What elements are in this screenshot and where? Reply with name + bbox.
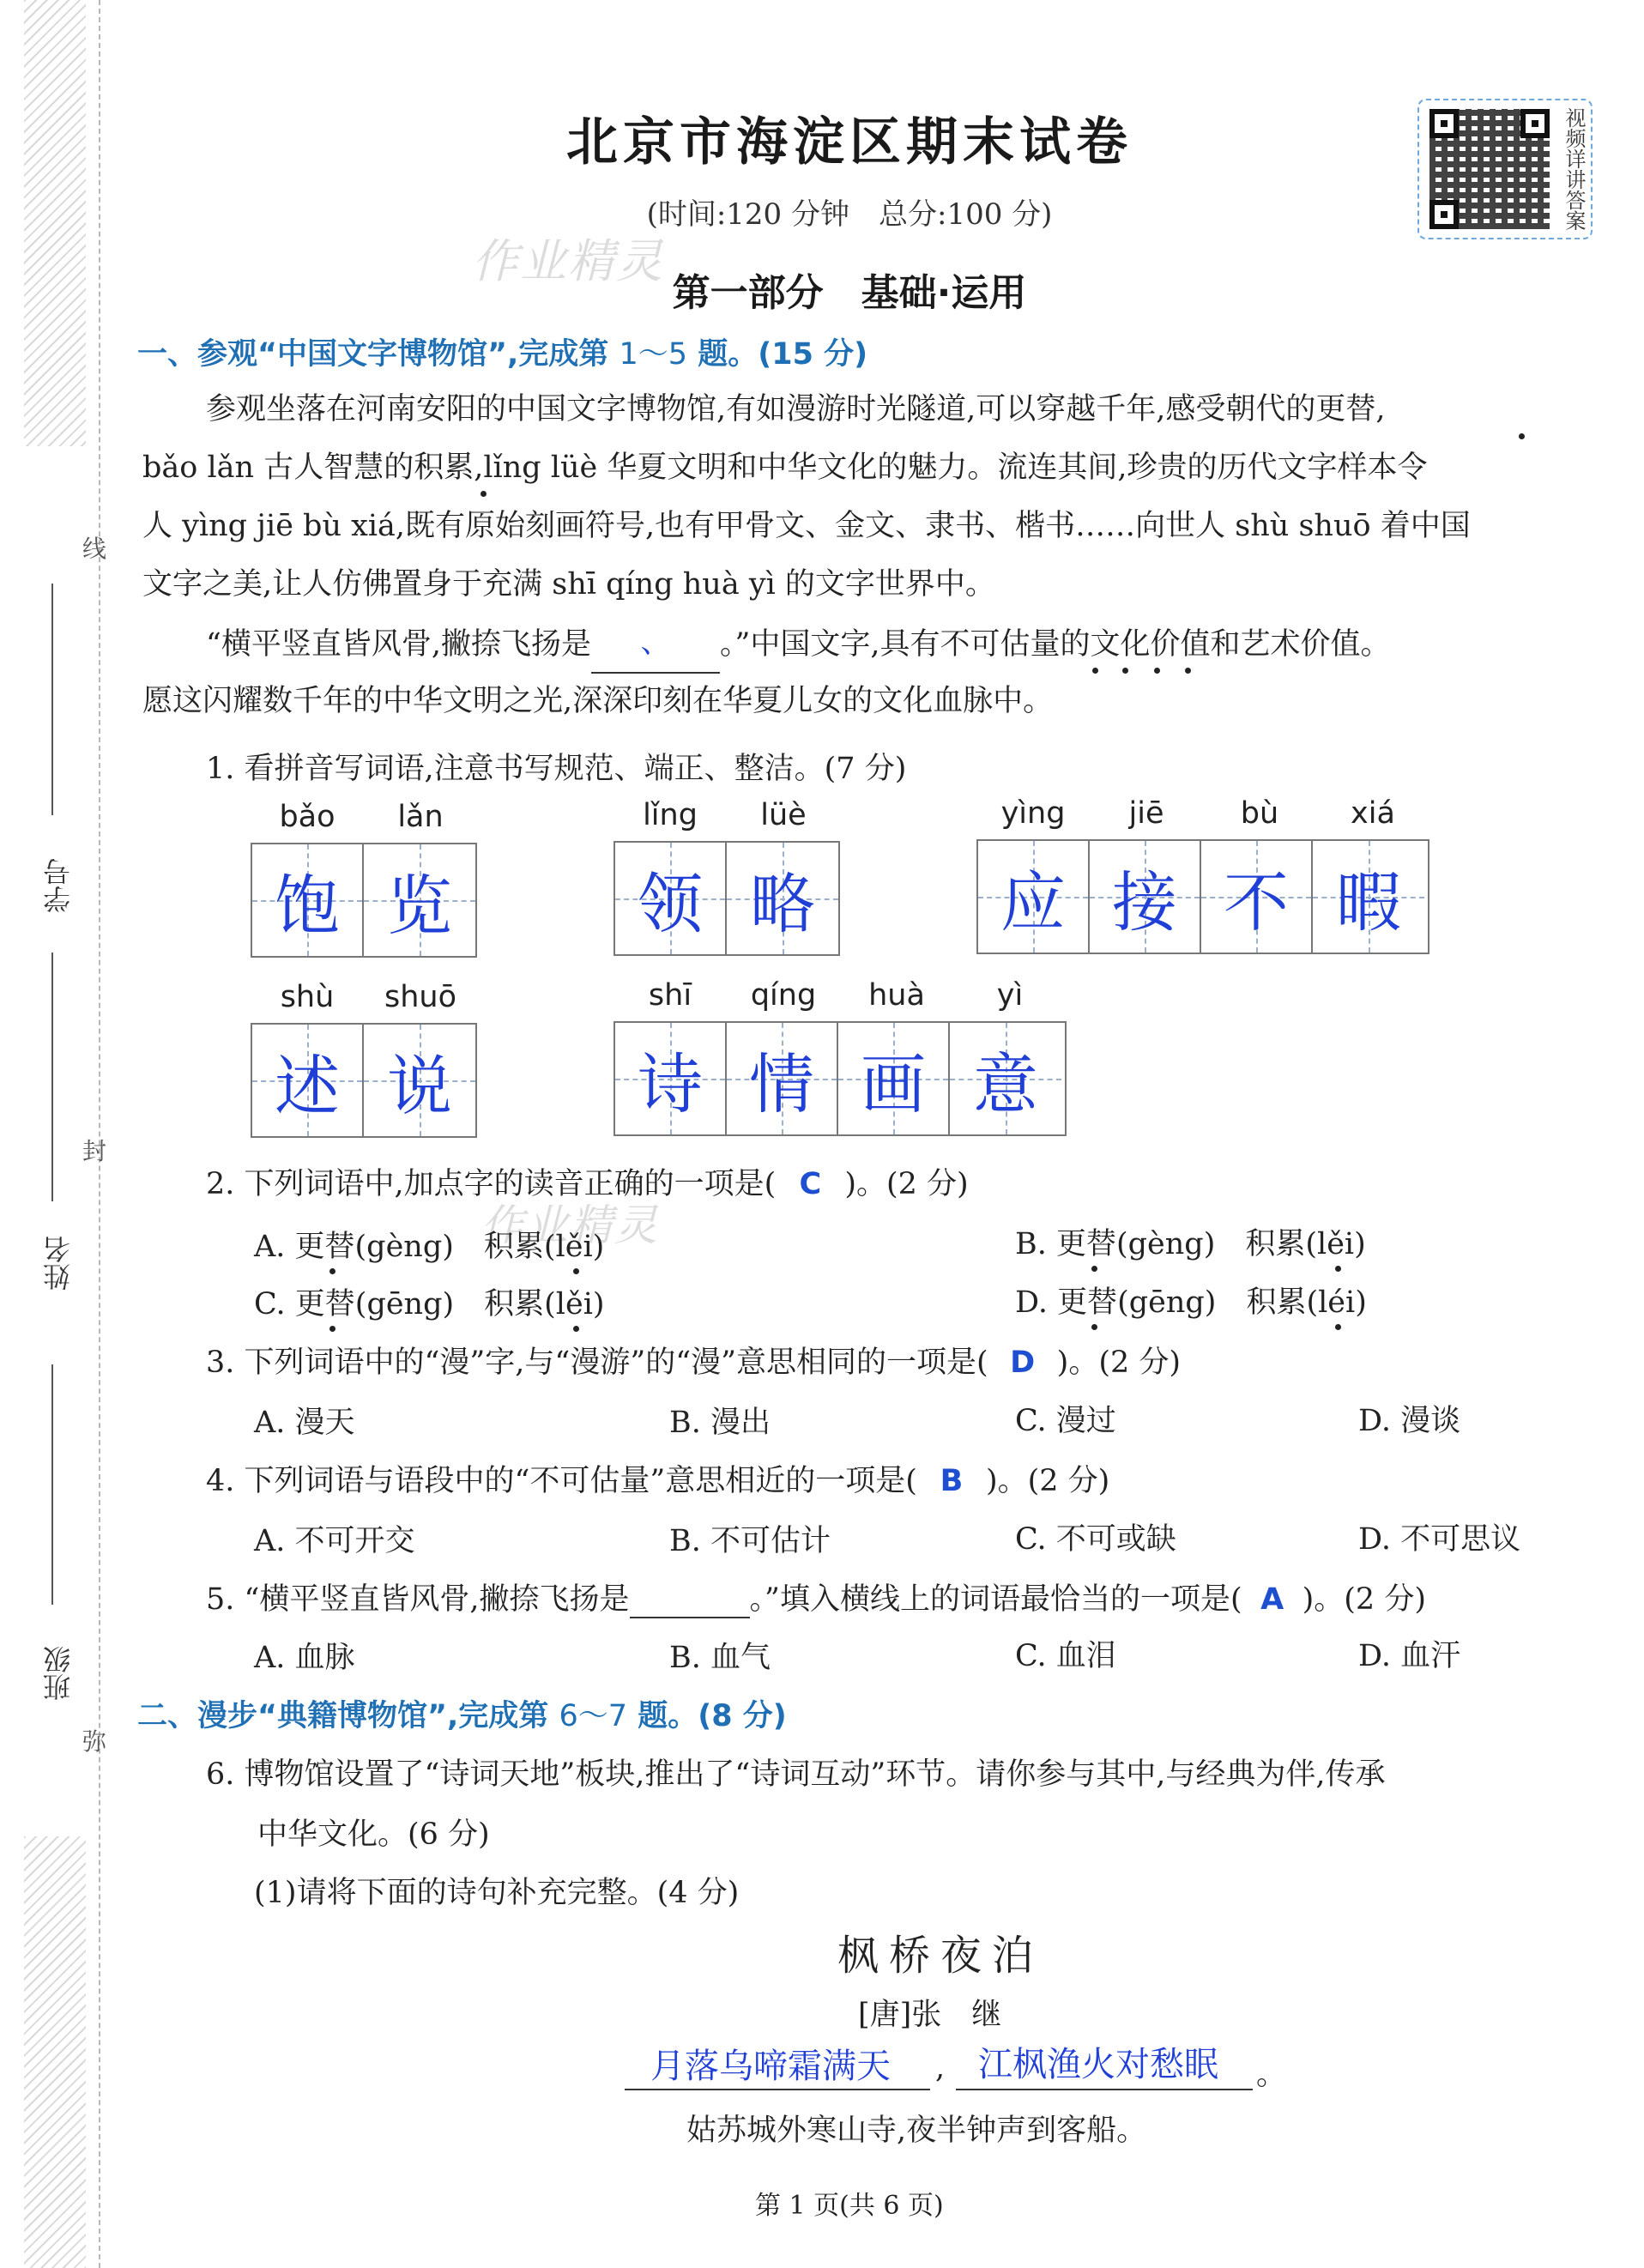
q3-stem <box>206 1339 1181 1382</box>
exam-title: 北京市海淀区期末试卷 <box>566 112 1133 172</box>
answer-cell[interactable] <box>950 1023 1061 1134</box>
page-number: 第 1 页(共 6 页) <box>755 2191 944 2221</box>
pinyin: huà <box>868 978 925 1013</box>
q1-answer-boxes-3 <box>976 839 1429 954</box>
pinyin: bǎo <box>279 800 335 834</box>
margin-char-line: 线 <box>82 535 107 563</box>
q5-stem-pre: 5. “横平竖直皆风骨,撇捺飞扬是 <box>206 1582 630 1617</box>
margin-label-banji: 班级 <box>42 1646 75 1701</box>
poem-answer-2-underline <box>956 2089 1253 2090</box>
pinyin: lǐng <box>643 798 698 832</box>
poem-title: 枫桥夜泊 <box>837 1932 1044 1980</box>
q2-answer[interactable]: C <box>799 1167 822 1201</box>
q4-option-b[interactable]: B. 不可估计 <box>669 1524 831 1558</box>
pinyin: bù <box>1240 796 1279 831</box>
q1-answer-boxes-2 <box>613 841 840 956</box>
q4-stem-post: )。(2 分) <box>985 1464 1110 1498</box>
q4-option-d[interactable]: D. 不可思议 <box>1358 1522 1521 1557</box>
q1-answer-boxes-4 <box>251 1023 477 1138</box>
passage-line-6: 愿这闪耀数千年的中华文明之光,深深印刻在华夏儿女的文化血脉中。 <box>142 684 1054 718</box>
margin-line-xingming <box>51 953 53 1201</box>
answer-cell[interactable] <box>1090 841 1201 953</box>
q1-group-linglue <box>613 798 840 956</box>
section1-heading-suffix: 题。(15 分) <box>687 337 868 372</box>
emphasis-dot-bu <box>1092 668 1098 674</box>
qr-corner-bl <box>1429 200 1459 229</box>
poem-period: 。 <box>1256 2058 1287 2092</box>
section2-heading-range: 6～7 <box>559 1699 628 1733</box>
passage-line-4: 文字之美,让人仿佛置身于充满 shī qíng huà yì 的文字世界中。 <box>142 567 995 602</box>
q2-stem-pre: 2. 下列词语中,加点字的读音正确的一项是( <box>206 1167 777 1201</box>
q2-option-a[interactable]: A. 更替(gèng) 积累(lěi) <box>254 1230 605 1264</box>
q1-pinyin-row-2 <box>613 798 840 832</box>
answer-cell[interactable] <box>364 844 475 956</box>
emphasis-dot-d-geng <box>1091 1324 1097 1330</box>
part-title: 第一部分 基础·运用 <box>672 271 1027 315</box>
answer-cell[interactable] <box>978 841 1090 953</box>
passage-quote-start: “横平竖直皆风骨,撇捺飞扬是 <box>206 627 592 662</box>
q4-stem <box>206 1457 1109 1500</box>
pinyin: qíng <box>750 978 817 1013</box>
q3-stem-post: )。(2 分) <box>1056 1346 1182 1380</box>
section2-heading-prefix: 二、漫步“典籍博物馆”,完成第 <box>137 1699 559 1733</box>
emphasis-dot-d-lei <box>1335 1324 1341 1330</box>
q3-option-c[interactable]: C. 漫过 <box>1015 1404 1116 1438</box>
answer-char: 略 <box>750 865 815 942</box>
answer-cell[interactable] <box>615 843 727 954</box>
q3-option-a[interactable]: A. 漫天 <box>254 1406 355 1440</box>
emphasis-dot-a-lei <box>573 1268 579 1274</box>
answer-char: 接 <box>1112 863 1177 940</box>
answer-char: 情 <box>749 1045 814 1122</box>
section1-heading <box>137 330 867 373</box>
q5-stem-mid: 。”填入横线上的词语最恰当的一项是( <box>749 1582 1242 1617</box>
q4-answer[interactable]: B <box>940 1464 964 1498</box>
q2-stem-post: )。(2 分) <box>844 1167 969 1201</box>
q5-option-a[interactable]: A. 血脉 <box>254 1641 355 1675</box>
margin-line-banji <box>51 1364 53 1605</box>
emphasis-dot-c-lei <box>573 1326 579 1332</box>
margin-label-xuehao: 学号 <box>42 858 75 913</box>
q3-stem-pre: 3. 下列词语中的“漫”字,与“漫游”的“漫”意思相同的一项是( <box>206 1346 988 1380</box>
q1-group-baolan <box>251 800 477 958</box>
margin-hatch-bottom <box>24 1836 86 2268</box>
answer-char: 诗 <box>638 1045 703 1122</box>
poem-author: [唐]张 继 <box>858 1998 1002 2032</box>
watermark-top: 作业精灵 <box>472 234 664 288</box>
emphasis-dot-geng <box>1519 433 1525 439</box>
q5-option-b[interactable]: B. 血气 <box>669 1641 771 1675</box>
q6-sub1: (1)请将下面的诗句补充完整。(4 分) <box>254 1876 740 1910</box>
q4-option-c[interactable]: C. 不可或缺 <box>1015 1522 1176 1557</box>
answer-char: 不 <box>1224 863 1289 940</box>
answer-cell[interactable] <box>615 1023 727 1134</box>
passage-line-2: bǎo lǎn 古人智慧的积累,lǐng lüè 华夏文明和中华文化的魅力。流连其间,珍贵的历代文字样本令 <box>142 451 1428 485</box>
q5-option-d[interactable]: D. 血汗 <box>1358 1639 1461 1673</box>
answer-cell[interactable] <box>1313 841 1424 953</box>
q1-pinyin-row-5 <box>613 978 1067 1013</box>
section2-heading-suffix: 题。(8 分) <box>627 1699 787 1733</box>
q6-stem-line-2: 中华文化。(6 分) <box>257 1817 490 1852</box>
q1-pinyin-row-1 <box>251 800 477 834</box>
qr-label: 视频详讲答案 <box>1562 107 1586 231</box>
qr-corner-tr <box>1520 109 1550 138</box>
answer-char: 意 <box>973 1045 1038 1122</box>
q5-blank <box>630 1582 750 1618</box>
answer-cell[interactable] <box>252 1025 364 1136</box>
q1-stem: 1. 看拼音写词语,注意书写规范、端正、整洁。(7 分) <box>206 752 907 786</box>
q5-stem <box>206 1576 1426 1618</box>
q1-group-shushuo <box>251 980 477 1138</box>
answer-cell[interactable] <box>364 1025 475 1136</box>
pinyin: shuō <box>384 980 456 1014</box>
answer-char: 领 <box>638 865 703 942</box>
q2-option-c[interactable]: C. 更替(gēng) 积累(lěi) <box>254 1287 605 1321</box>
qr-corner-tl <box>1429 109 1459 138</box>
margin-line-xuehao <box>51 584 53 815</box>
exam-subtitle: (时间:120 分钟 总分:100 分) <box>646 197 1053 232</box>
section2-heading <box>137 1692 787 1735</box>
passage-blank-mark: 、 <box>640 626 671 660</box>
passage-blank <box>591 614 720 674</box>
margin-char-seal2: 弥 <box>82 1727 107 1756</box>
pinyin: lǎn <box>397 800 444 834</box>
margin-hatch-top <box>24 0 86 446</box>
poem-answer-1-underline <box>625 2089 930 2090</box>
q1-group-shiqinghuayi <box>613 978 1067 1136</box>
emphasis-dot-ke <box>1122 668 1128 674</box>
pinyin: yì <box>996 978 1024 1013</box>
emphasis-dot-gu <box>1154 668 1160 674</box>
passage-line-1: 参观坐落在河南安阳的中国文字博物馆,有如漫游时光隧道,可以穿越千年,感受朝代的更替, <box>206 392 1386 426</box>
answer-char: 览 <box>387 867 452 944</box>
poem-comma: , <box>935 2051 946 2085</box>
emphasis-dot-a-geng <box>329 1268 335 1274</box>
answer-char: 述 <box>275 1047 340 1124</box>
q1-answer-boxes-1 <box>251 843 477 958</box>
answer-char: 应 <box>1000 863 1066 940</box>
q3-option-d[interactable]: D. 漫谈 <box>1358 1404 1461 1438</box>
q1-answer-boxes-5 <box>613 1021 1067 1136</box>
q2-option-d[interactable]: D. 更替(gēng) 积累(léi) <box>1015 1285 1367 1320</box>
q5-answer[interactable]: A <box>1260 1582 1284 1617</box>
emphasis-dot-b-lei <box>1335 1266 1341 1272</box>
pinyin: xiá <box>1351 796 1395 831</box>
passage-line-5 <box>206 614 1391 674</box>
passage-line-3: 人 yìng jiē bù xiá,既有原始刻画符号,也有甲骨文、金文、隶书、楷书……向世人 shù shuō 着中国 <box>142 509 1471 543</box>
poem-answer-line <box>625 2039 1287 2094</box>
emphasis-dot-c-geng <box>329 1326 335 1332</box>
section1-heading-prefix: 一、参观“中国文字博物馆”,完成第 <box>137 337 620 372</box>
answer-cell[interactable] <box>838 1023 950 1134</box>
pinyin: yìng <box>1000 796 1066 831</box>
q5-stem-post: )。(2 分) <box>1302 1582 1426 1617</box>
q2-option-b[interactable]: B. 更替(gèng) 积累(lěi) <box>1015 1227 1366 1261</box>
answer-char: 说 <box>387 1047 452 1124</box>
pinyin: lüè <box>760 798 807 832</box>
poem-line-2: 姑苏城外寒山寺,夜半钟声到客船。 <box>686 2114 1147 2148</box>
q6-stem-line-1: 6. 博物馆设置了“诗词天地”板块,推出了“诗词互动”环节。请你参与其中,与经典为伴,传承 <box>206 1757 1386 1792</box>
margin-label-xingming: 姓名 <box>42 1236 75 1291</box>
pinyin: shī <box>648 978 692 1013</box>
section1-heading-range: 1～5 <box>619 337 688 372</box>
emphasis-dot-lei <box>481 491 487 497</box>
q4-option-a[interactable]: A. 不可开交 <box>254 1524 415 1558</box>
answer-cell[interactable] <box>727 843 838 954</box>
answer-char: 饱 <box>275 867 340 944</box>
q4-stem-pre: 4. 下列词语与语段中的“不可估量”意思相近的一项是( <box>206 1464 917 1498</box>
poem-answer-1[interactable]: 月落乌啼霜满天 <box>650 2047 891 2086</box>
answer-cell[interactable] <box>1201 841 1313 953</box>
answer-cell[interactable] <box>727 1023 838 1134</box>
qr-code[interactable] <box>1417 99 1593 239</box>
pinyin: shù <box>280 980 335 1014</box>
q3-option-b[interactable]: B. 漫出 <box>669 1406 771 1440</box>
emphasis-dot-b-geng <box>1091 1266 1097 1272</box>
answer-cell[interactable] <box>252 844 364 956</box>
q1-pinyin-row-3 <box>976 796 1429 831</box>
q1-pinyin-row-4 <box>251 980 477 1014</box>
emphasis-dot-liang <box>1185 668 1191 674</box>
q1-group-yingjiebuxia <box>976 796 1429 954</box>
q5-option-c[interactable]: C. 血泪 <box>1015 1639 1116 1673</box>
margin-char-seal: 封 <box>82 1137 107 1165</box>
answer-char: 暇 <box>1336 863 1401 940</box>
pinyin: jiē <box>1128 796 1164 831</box>
answer-char: 画 <box>861 1045 926 1122</box>
watermark-mid: 作业精灵 <box>481 1201 659 1250</box>
poem-answer-2[interactable]: 江枫渔火对愁眠 <box>978 2045 1218 2084</box>
passage-quote-end: 。”中国文字,具有不可估量的文化价值和艺术价值。 <box>720 627 1391 662</box>
q3-answer[interactable]: D <box>1010 1346 1036 1380</box>
